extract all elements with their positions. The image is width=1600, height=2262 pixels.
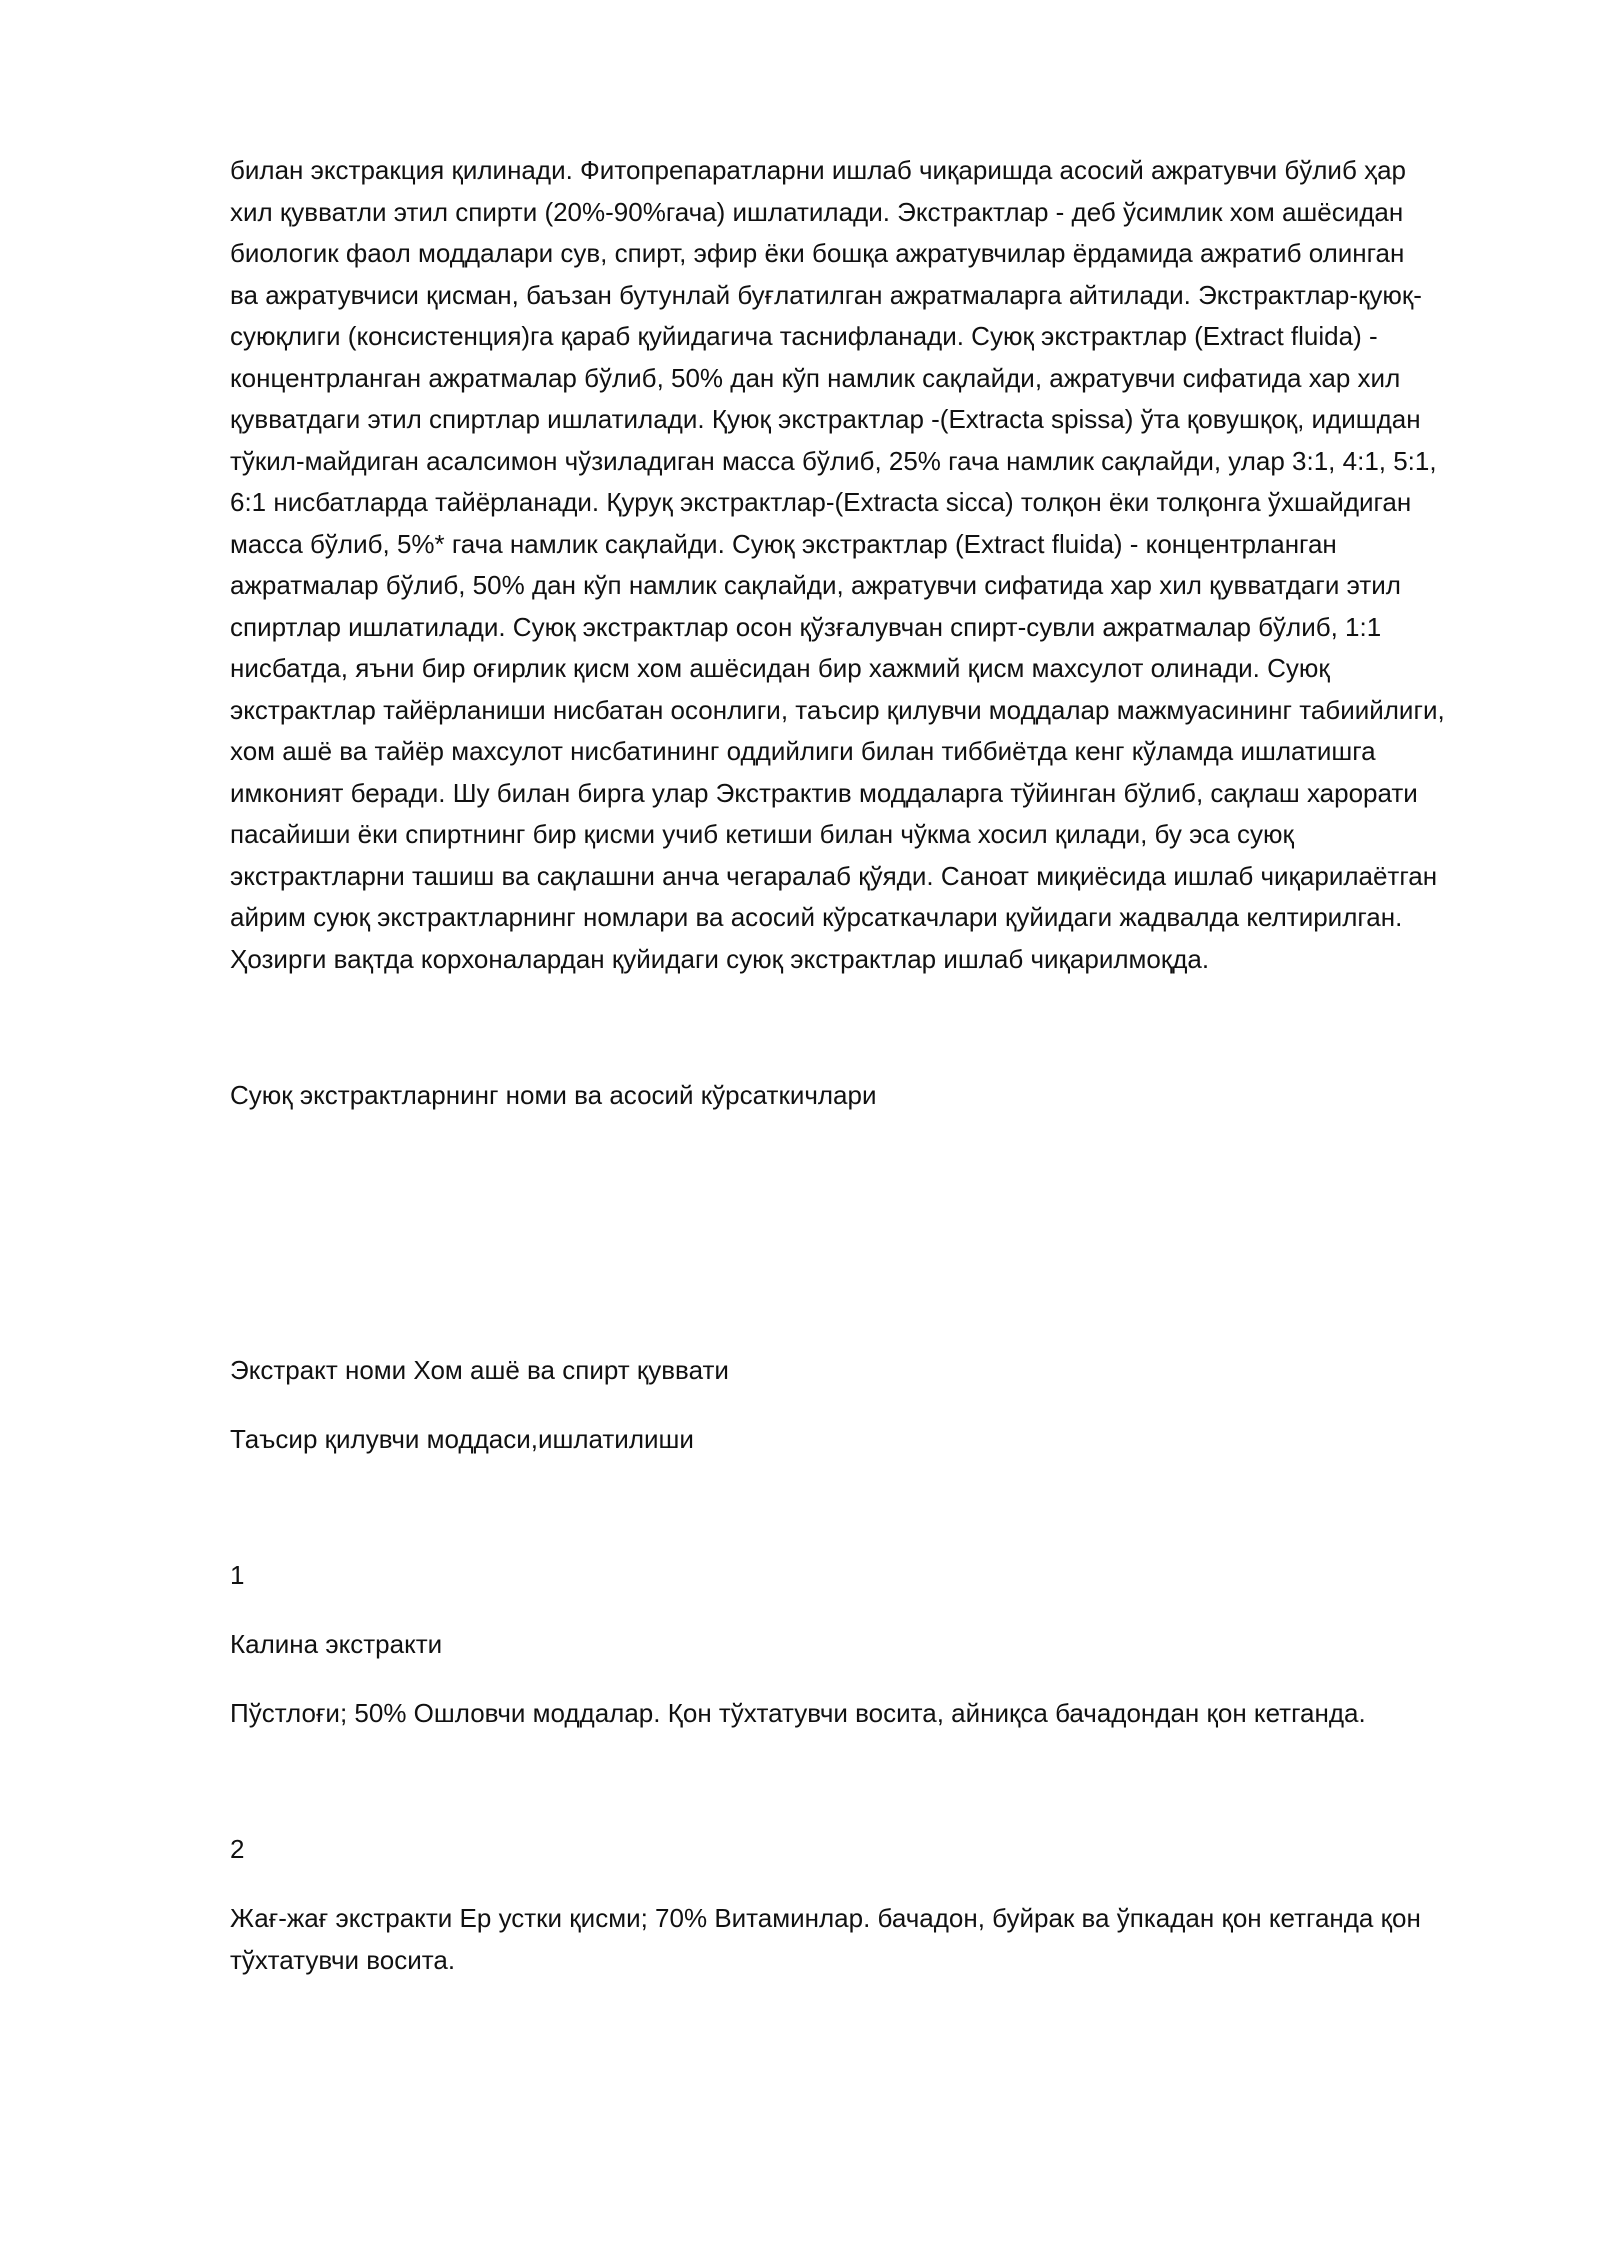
row-number: 1 [230, 1560, 245, 1590]
paragraph-line: ажратмалар бўлиб, 50% дан кўп намлик сақлайди, ажратувчи сифатида хар хил қувватдаги этил [230, 570, 1401, 600]
row-extract-name: Калина экстракти [230, 1629, 443, 1659]
paragraph-line: имконият беради. Шу билан бирга улар Экстрактив моддаларга тўйинган бўлиб, сақлаш харорати [230, 777, 1418, 808]
row-number: 2 [230, 1834, 245, 1864]
paragraph-line: ва ажратувчиси қисман, баъзан бутунлай буғлатилган ажратмаларга айтилади. Экстрактлар-қуюқ- [230, 279, 1422, 310]
paragraph-line: масса бўлиб, 5%* гача намлик сақлайди. Суюқ экстрактлар (Extract fluida) - концентрланган [230, 528, 1337, 559]
body-paragraph [230, 150, 1500, 980]
paragraph-line: концентрланган ажратмалар бўлиб, 50% дан кўп намлик сақлайди, ажратувчи сифатида хар хил [230, 362, 1401, 393]
paragraph-line: биологик фаол моддалари сув, спирт, эфир ёки бошқа ажратувчилар ёрдамида ажратиб олинган [230, 238, 1405, 268]
paragraph-line: пасайиши ёки спиртнинг бир қисми учиб кетиши билан чўкма хосил қилади, бу эса суюқ [230, 819, 1294, 849]
row-description [230, 1898, 1500, 1981]
paragraph-line: айрим суюқ экстрактларнинг номлари ва асосий кўрсаткачлари қуйидаги жадвалда келтирилган. [230, 902, 1403, 932]
paragraph-line: нисбатда, яъни бир оғирлик қисм хом ашёсидан бир хажмий қисм махсулот олинади. Суюқ [230, 653, 1330, 683]
paragraph-line: суюқлиги (консистенция)га қараб қуйидагича таснифланади. Суюқ экстрактлар (Extract fluida) - [230, 321, 1378, 351]
paragraph-line: экстрактларни ташиш ва сақлашни анча чегаралаб қўяди. Саноат миқиёсида ишлаб чиқарилаётган [230, 860, 1438, 891]
paragraph-line: қувватдаги этил спиртлар ишлатилади. Қуюқ экстрактлар -(Extracta spissa) ўта қовушқоқ, идишдан [230, 404, 1421, 434]
paragraph-line: Ҳозирги вақтда корхоналардан қуйидаги суюқ экстрактлар ишлаб чиқарилмоқда. [230, 943, 1210, 974]
row-description: Пўстлоғи; 50% Ошловчи моддалар. Қон тўхтатувчи восита, айниқса бачадондан қон кетганда. [230, 1698, 1366, 1728]
column-header-name: Экстракт номи Хом ашё ва спирт қуввати [230, 1355, 729, 1385]
paragraph-line: 6:1 нисбатларда тайёрланади. Қуруқ экстрактлар-(Extracta sicca) толқон ёки толқонга ўхшайдиган [230, 487, 1412, 517]
row-description-line: Жағ-жағ экстракти Ер устки қисми; 70% Витаминлар. бачадон, буйрак ва ўпкадан қон кетганда қон [230, 1903, 1421, 1933]
paragraph-line: билан экстракция қилинади. Фитопрепаратларни ишлаб чиқаришда асосий ажратувчи бўлиб ҳар [230, 155, 1406, 185]
paragraph-line: тўкил-майдиган асалсимон чўзиладиган масса бўлиб, 25% гача намлик сақлайди, улар 3:1, 4:1, 5:1, [230, 445, 1437, 476]
row-description-line: тўхтатувчи восита. [230, 1944, 456, 1975]
paragraph-line: экстрактлар тайёрланиши нисбатан осонлиги, таъсир қилувчи моддалар мажмуасининг табиийлиги, [230, 694, 1445, 725]
paragraph-line: спиртлар ишлатилади. Суюқ экстрактлар осон қўзғалувчан спирт-сувли ажратмалар бўлиб, 1:1 [230, 611, 1382, 642]
paragraph-line: хил қувватли этил спирти (20%-90%гача) ишлатилади. Экстрактлар - деб ўсимлик хом ашёсидан [230, 196, 1404, 227]
column-header-substance: Таъсир қилувчи моддаси,ишлатилиши [230, 1424, 694, 1454]
paragraph-line: хом ашё ва тайёр махсулот нисбатининг оддийлиги билан тиббиётда кенг кўламда ишлатишга [230, 736, 1376, 766]
table-heading: Суюқ экстрактларнинг номи ва асосий кўрсаткичлари [230, 1080, 877, 1110]
